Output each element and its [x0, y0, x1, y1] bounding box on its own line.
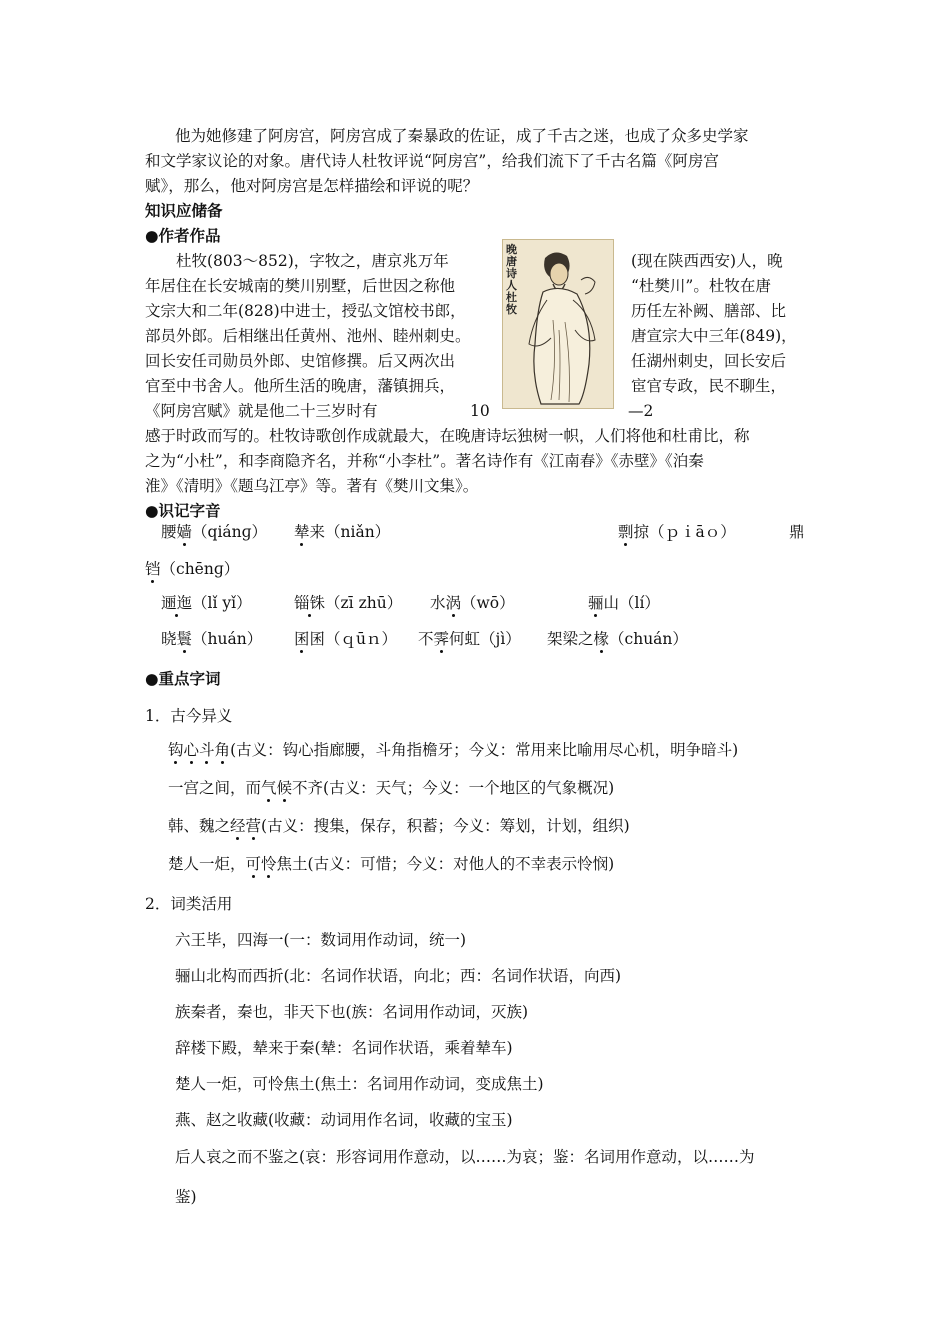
pron-dotted-char: 鬟 [176, 630, 193, 648]
author-left-line-3: 文宗大和二年(828)中进士，授弘文馆校书郎， [145, 302, 466, 320]
pron-dotted-char: 涡 [445, 594, 462, 612]
km-text: 一宫之间，而 [168, 779, 262, 797]
author-right-line-2: “杜樊川”。杜牧在唐 [631, 277, 771, 295]
intro-line-1: 他为她修建了阿房宫，阿房宫成了秦暴政的佐证，成了千古之迷，也成了众多史学家 [175, 127, 749, 145]
pron-item-zizhu [294, 592, 402, 614]
intro-line-2: 和文学家议论的对象。唐代诗人杜牧评说“阿房宫”，给我们流下了千古名篇《阿房宫 [145, 152, 719, 170]
author-right-line-3: 历任左补阙、膳部、比 [631, 302, 787, 320]
pron-item-yaoqiang [161, 521, 267, 543]
word-class-item-1: 六王毕，四海一(一：数词用作动词，统一) [175, 931, 467, 949]
author-right-line-1: (现在陕西西安)人，晚 [631, 252, 783, 270]
pron-text: （zī zhū） [325, 594, 403, 612]
author-left-line-6: 官至中书舍人。他所生活的晚唐，藩镇拥兵， [145, 377, 456, 395]
pron-text: （huán） [192, 630, 263, 648]
pron-dotted-char: 骊 [588, 594, 604, 612]
author-left-line-5: 回长安任司勋员外郎、史馆修撰。后又两次出 [145, 352, 456, 370]
author-right-line-6: 宦官专政，民不聊生， [631, 377, 787, 395]
pron-dotted-char: 霁 [433, 630, 450, 648]
author-cont-line-2: 之为“小杜”，和李商隐齐名，并称“小李杜”。著名诗作有《江南春》《赤壁》《泊秦 [145, 452, 704, 470]
subsection-word-class: 2．词类活用 [145, 895, 233, 913]
pron-dotted-char: 椽 [593, 630, 610, 648]
km-text: 不齐(古义：天气；今义：一个地区的气象概况) [292, 779, 615, 797]
pron-text: 不 [418, 630, 434, 648]
portrait-figure-icon [503, 240, 613, 408]
km-dotted-char: 经 [230, 817, 246, 835]
pron-dotted-char: 锱铢 [294, 594, 326, 612]
pron-item-ding: 鼎 [789, 523, 805, 541]
author-right-line-5: 任湖州刺史，回长安后 [631, 352, 787, 370]
word-class-item-2: 骊山北构而西折(北：名词作状语，向北；西：名词作状语，向西) [175, 967, 622, 985]
word-class-item-6: 燕、赵之收藏(收藏：动词用作名词，收藏的宝玉) [175, 1111, 513, 1129]
author-left-line-1: 杜牧(803～852)，字牧之，唐京兆万年 [176, 252, 449, 270]
section-heading-author: ●作者作品 [145, 227, 221, 245]
word-class-item-7: 后人哀之而不鉴之(哀：形容词用作意动，以……为哀；鉴：名词用作意动，以……为 [175, 1148, 755, 1166]
pron-text: 来（niǎn） [309, 523, 391, 541]
ancient-modern-item-2 [168, 777, 614, 799]
km-dotted-char: 心 [183, 741, 200, 759]
word-class-item-5: 楚人一炬，可怜焦土(焦土：名词用作动词，变成焦土) [175, 1075, 544, 1093]
author-right-line-4: 唐宣宗大中三年(849)， [631, 327, 797, 345]
pron-item-shuiwo [430, 592, 515, 614]
pron-text: 晓 [161, 630, 177, 648]
pron-item-xiaohuan [161, 628, 262, 650]
pron-text: （wō） [461, 594, 515, 612]
pron-text: 掠（ｐｉāｏ） [633, 523, 736, 541]
pron-text: 水 [430, 594, 446, 612]
pron-item-piaolue [618, 521, 736, 543]
km-dotted-char: 斗 [199, 741, 215, 759]
portrait-caption: 晚唐诗人杜牧 [506, 243, 517, 316]
km-dotted-char: 营 [245, 817, 262, 835]
page-number-fragment: 10 [470, 402, 490, 420]
pron-item-nianlai [294, 521, 390, 543]
pron-text: 何虹（jì） [449, 630, 521, 648]
pron-text: 囷（ｑūｎ） [309, 630, 397, 648]
km-dotted-char: 怜 [261, 855, 277, 873]
section-heading-keywords: ●重点字词 [145, 670, 221, 688]
ancient-modern-item-4 [168, 853, 614, 875]
km-dotted-char: 角 [214, 741, 231, 759]
ancient-modern-item-1 [168, 739, 738, 761]
pron-text: （qiánɡ） [192, 523, 268, 541]
word-class-item-3: 族秦者，秦也，非天下也(族：名词用作动词，灭族) [175, 1003, 529, 1021]
section-heading-knowledge: 知识应储备 [145, 202, 223, 220]
pron-dotted-char: 囷 [294, 630, 310, 648]
km-text: (古义：钩心指廊腰，斗角指檐牙；今义：常用来比喻用尽心机，明争暗斗) [230, 741, 739, 759]
pron-item-qunqun [294, 628, 397, 650]
du-mu-portrait [502, 239, 614, 409]
km-text: 楚人一炬， [168, 855, 246, 873]
author-cont-line-1: 感于时政而写的。杜牧诗歌创作成就最大，在晚唐诗坛独树一帜，人们将他和杜甫比，称 [145, 427, 750, 445]
word-class-item-4: 辞楼下殿，辇来于秦(辇：名词作状语，乘着辇车) [175, 1039, 513, 1057]
pron-text: （lǐ yǐ） [192, 594, 252, 612]
pron-text: （chuán） [609, 630, 688, 648]
pron-item-lishan [588, 592, 660, 614]
subsection-ancient-modern: 1．古今异义 [145, 707, 233, 725]
pron-text: （chēnɡ） [160, 560, 240, 578]
pron-dotted-char: 逦迤 [161, 594, 193, 612]
pron-text: 山（lí） [603, 594, 660, 612]
pron-dotted-char: 铛 [145, 560, 161, 578]
pron-dotted-char: 剽 [618, 523, 634, 541]
intro-line-3: 赋》，那么，他对阿房宫是怎样描绘和评说的呢？ [145, 177, 479, 195]
pron-item-cheng [145, 558, 239, 580]
author-left-line-7: 《阿房宫赋》就是他二十三岁时有 [145, 402, 378, 420]
pron-dotted-char: 嫱 [176, 523, 193, 541]
author-left-line-2: 年居住在长安城南的樊川别墅，后世因之称他 [145, 277, 456, 295]
km-text: 韩、魏之 [168, 817, 231, 835]
pron-item-chuan [547, 628, 688, 650]
ancient-modern-item-3 [168, 815, 630, 837]
pron-dotted-char: 辇 [294, 523, 310, 541]
pron-text: 架梁之 [547, 630, 594, 648]
km-text: (古义：搜集，保存，积蓄；今义：筹划，计划，组织) [261, 817, 630, 835]
km-text: 焦土(古义：可惜；今义：对他人的不幸表示怜悯) [276, 855, 615, 873]
km-dotted-char: 钩 [168, 741, 184, 759]
author-cont-line-3: 淮》《清明》《题乌江亭》等。著有《樊川文集》。 [145, 477, 479, 495]
author-right-line-7: —2 [628, 402, 654, 420]
km-dotted-char: 气 [261, 779, 277, 797]
word-class-item-7-cont: 鉴) [175, 1188, 197, 1206]
pron-text: 腰 [161, 523, 177, 541]
pron-item-buji [418, 628, 521, 650]
pron-item-liyi [161, 592, 252, 614]
km-dotted-char: 可 [245, 855, 262, 873]
author-left-line-4: 部员外郎。后相继出任黄州、池州、睦州刺史。 [145, 327, 471, 345]
section-heading-pronunciation: ●识记字音 [145, 502, 221, 520]
km-dotted-char: 候 [276, 779, 293, 797]
